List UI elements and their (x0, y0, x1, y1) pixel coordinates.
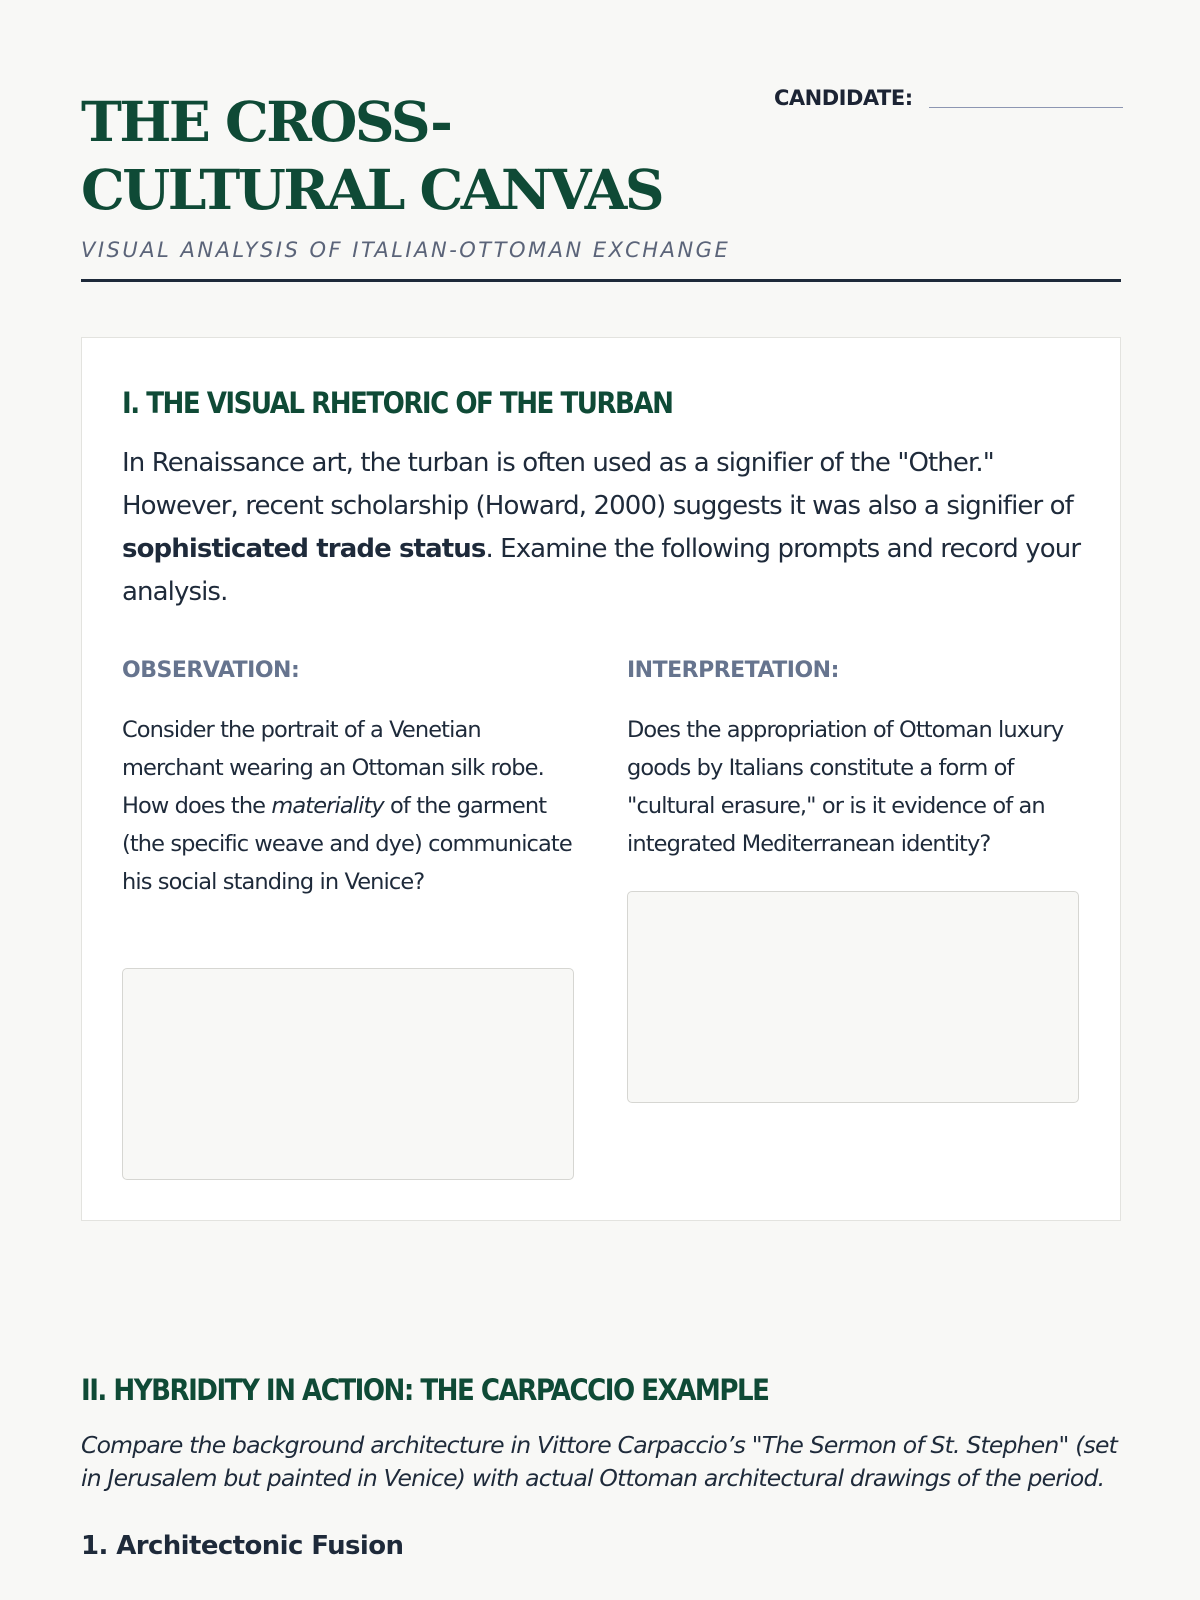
worksheet-title: THE CROSS-CULTURAL CANVAS (81, 89, 663, 222)
interpretation-answer-box[interactable] (627, 891, 1079, 1103)
worksheet-subtitle: VISUAL ANALYSIS OF ITALIAN-OTTOMAN EXCHANGE (81, 238, 731, 262)
intro-emphasis: sophisticated trade status (122, 534, 486, 564)
observation-text-start: Consider the portrait of a Venetian merchant wearing an Ottoman silk robe. How does the (122, 717, 544, 819)
worksheet-header (81, 88, 1121, 262)
interpretation-prompt: Does the appropriation of Ottoman luxury goods by Italians constitute a form of "cultural erasure," or is it evidence of an integrated Mediterranean identity? (627, 717, 1064, 857)
section-2-lead: Compare the background architecture in Vittore Carpaccio’s "The Sermon of St. Stephen" (set in Jerusalem but painted in Venice) with actual Ottoman architectural drawings of the period. (81, 1431, 1118, 1492)
observation-prompt (122, 711, 574, 901)
header-divider (81, 279, 1121, 282)
observation-answer-box[interactable] (122, 968, 574, 1180)
candidate-field (774, 86, 1123, 110)
candidate-label: CANDIDATE: (774, 86, 913, 110)
section-1-intro (122, 442, 1082, 614)
section-2-heading: II. HYBRIDITY IN ACTION: THE CARPACCIO EXAMPLE (81, 1373, 769, 1407)
intro-text-end: . Examine the following prompts and record your analysis. (122, 534, 1081, 607)
interpretation-column (627, 658, 1079, 863)
observation-column (122, 658, 574, 901)
observation-label: OBSERVATION: (122, 658, 300, 683)
section-carpaccio (81, 1373, 1121, 1561)
subsection-architectonic-fusion: 1. Architectonic Fusion (81, 1531, 404, 1561)
interpretation-label: INTERPRETATION: (627, 658, 839, 683)
intro-text-start: In Renaissance art, the turban is often used as a signifier of the "Other." However, recent scholarship (Howard, 2000) suggests it was also a signifier of (122, 448, 1073, 521)
candidate-name-input[interactable] (929, 107, 1123, 108)
observation-emphasis: materiality (271, 793, 384, 819)
section-turban-card (81, 337, 1121, 1221)
observation-text-end: of the garment (the specific weave and dye) communicate his social standing in Venice? (122, 793, 572, 895)
section-1-heading: I. THE VISUAL RHETORIC OF THE TURBAN (122, 386, 673, 420)
